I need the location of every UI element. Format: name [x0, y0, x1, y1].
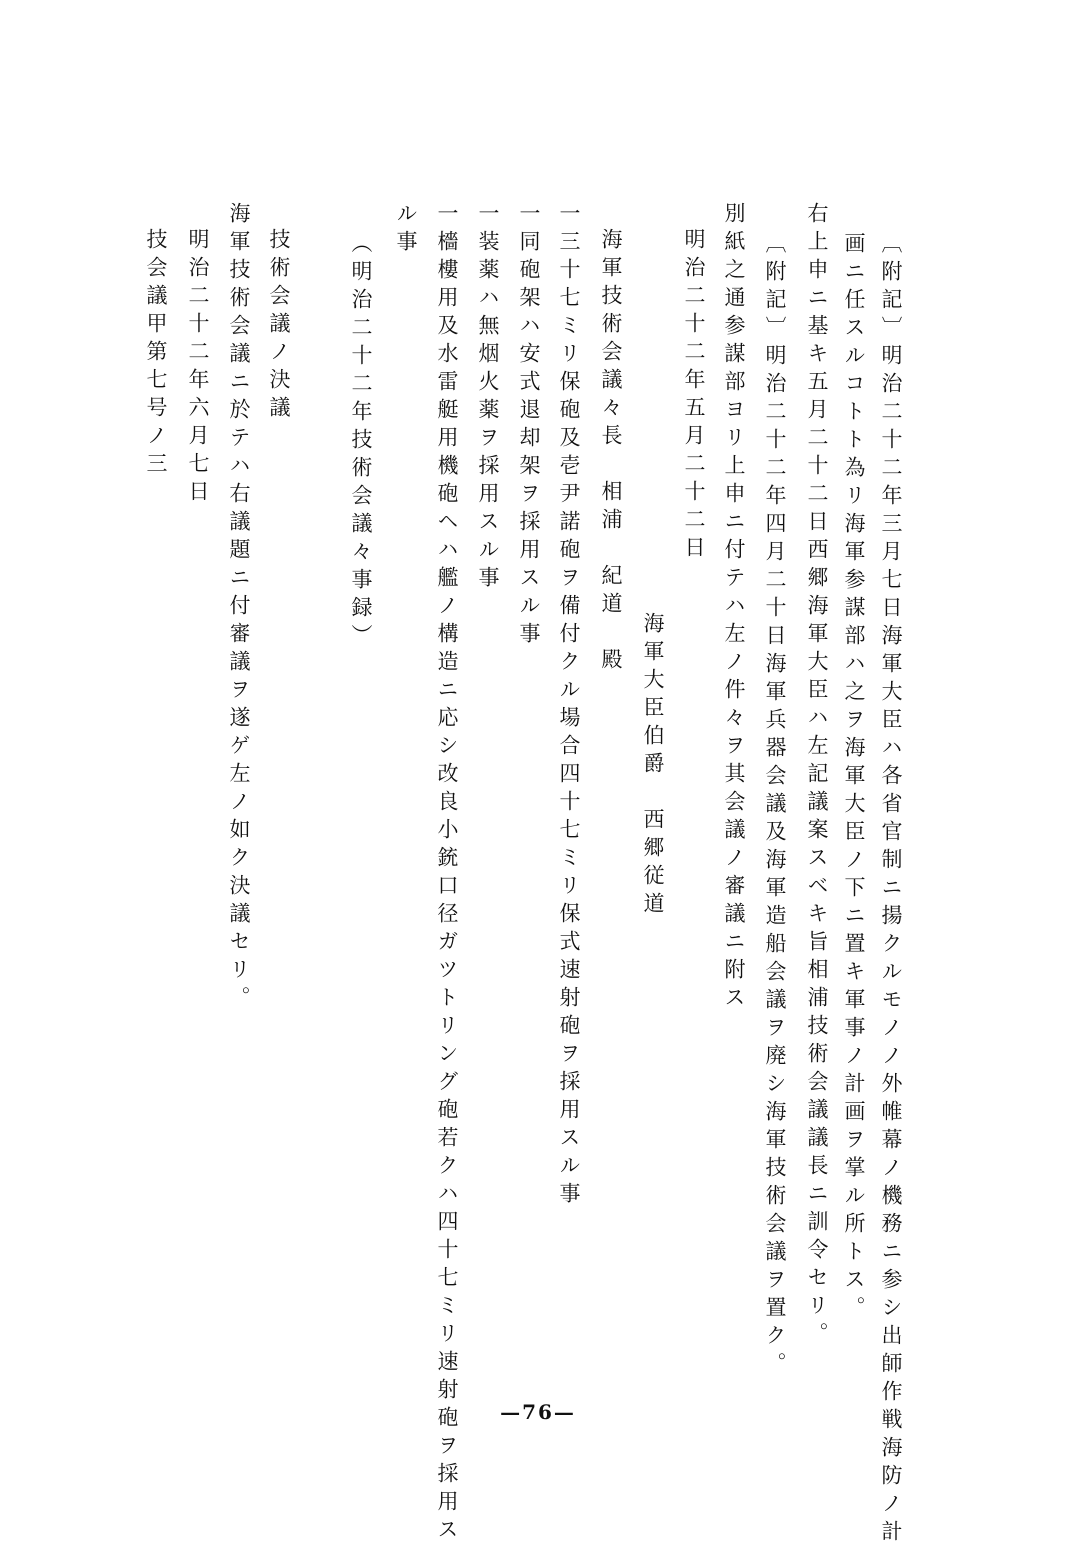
addressee-line: 海軍技術会議々長 相浦 紀道 殿	[599, 228, 623, 676]
text-column-3: 右上申ニ基キ五月二十二日西郷海軍大臣ハ左記議案スベキ旨相浦技術会議議長ニ訓令セリ。	[805, 202, 829, 1350]
document-number: 技会議甲第七号ノ三	[144, 228, 168, 480]
page-number: —76—	[500, 1400, 576, 1424]
text-column-2: 画ニ任スルコトト為リ海軍参謀部ハ之ヲ海軍大臣ノ下ニ置キ軍事ノ計画ヲ掌ル所トス。	[842, 232, 866, 1324]
resolution-date: 明治二十二年六月七日	[186, 228, 210, 508]
text-column-5: 別紙之通参謀部ヨリ上申ニ付テハ左ノ件々ヲ其会議ノ審議ニ附ス	[722, 202, 746, 1014]
signature-line: 海軍大臣伯爵 西郷従道	[641, 612, 665, 920]
date-line: 明治二十二年五月二十二日	[682, 228, 706, 564]
source-citation: （明治二十二年技術会議々事録）	[349, 232, 373, 652]
list-item-4-continued: ル事	[394, 202, 418, 258]
list-item-1: 一三十七ミリ保砲及壱尹諾砲ヲ備付クル場合四十七ミリ保式速射砲ヲ採用スル事	[557, 202, 581, 1210]
text-column-4: 〔附記〕明治二十二年四月二十日海軍兵器会議及海軍造船会議ヲ廃シ海軍技術会議ヲ置ク。	[763, 232, 787, 1380]
text-column-1: 〔附記〕明治二十二年三月七日海軍大臣ハ各省官制ニ揚クルモノノ外帷幕ノ機務ニ参シ出師作戦海防ノ計	[879, 232, 903, 1548]
resolution-text: 海軍技術会議ニ於テハ右議題ニ付審議ヲ遂ゲ左ノ如ク決議セリ。	[227, 202, 251, 1014]
section-heading: 技術会議ノ決議	[267, 228, 291, 424]
list-item-3: 一装薬ハ無烟火薬ヲ採用スル事	[476, 202, 500, 594]
list-item-2: 一同砲架ハ安式退却架ヲ採用スル事	[517, 202, 541, 650]
list-item-4: 一檣樓用及水雷艇用機砲ヘハ艦ノ構造ニ応シ改良小銃口径ガツトリング砲若クハ四十七ミリ速射砲ヲ採用ス	[435, 202, 459, 1546]
